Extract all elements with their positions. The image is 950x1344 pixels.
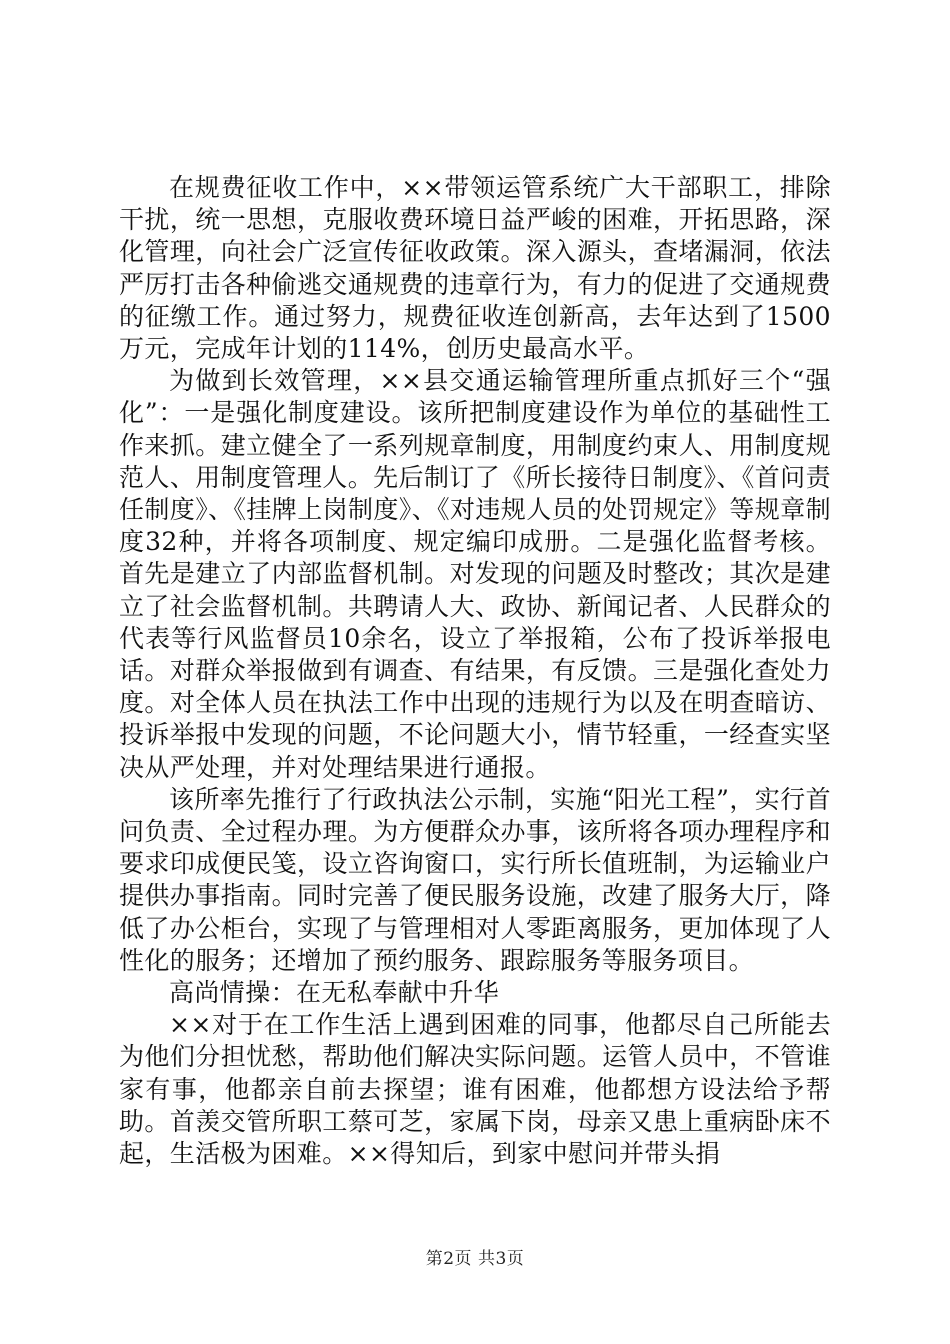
paragraph-helping-colleagues: ××对于在工作生活上遇到困难的同事，他都尽自己所能去为他们分担忧愁，帮助他们解决实际问题。运管人员中，不管谁家有事，他都亲自前去探望；谁有困难，他都想方设法给予帮助。首羡交管所职工蔡可芝，家属下岗，母亲又患上重病卧床不起，生活极为困难。××得知后，到家中慰问并带头捐 [119,1010,831,1169]
paragraph-fee-collection: 在规费征收工作中，××带领运管系统广大干部职工，排除干扰，统一思想，克服收费环境日益严峻的困难，开拓思路，深化管理，向社会广泛宣传征收政策。深入源头，查堵漏洞，依法严厉打击各种偷逃交通规费的违章行为，有力的促进了交通规费的征缴工作。通过努力，规费征收连创新高，去年达到了1500万元，完成年计划的114%，创历史最高水平。 [119,173,831,364]
paragraph-public-disclosure: 该所率先推行了行政执法公示制，实施“阳光工程”，实行首问负责、全过程办理。为方便群众办事，该所将各项办理程序和要求印成便民笺，设立咨询窗口，实行所长值班制，为运输业户提供办事指南。同时完善了便民服务设施，改建了服务大厅，降低了办公柜台，实现了与管理相对人零距离服务，更加体现了人性化的服务；还增加了预约服务、跟踪服务等服务项目。 [119,784,831,975]
paragraph-long-term-management: 为做到长效管理，××县交通运输管理所重点抓好三个“强化”：一是强化制度建设。该所把制度建设作为单位的基础性工作来抓。建立健全了一系列规章制度，用制度约束人、用制度规范人、用制度管理人。先后制订了《所长接待日制度》、《首问责任制度》、《挂牌上岗制度》、《对违规人员的处罚规定》等规章制度32种，并将各项制度、规定编印成册。二是强化监督考核。首先是建立了内部监督机制。对发现的问题及时整改；其次是建立了社会监督机制。共聘请人大、政协、新闻记者、人民群众的代表等行风监督员10余名，设立了举报箱，公布了投诉举报电话。对群众举报做到有调查、有结果，有反馈。三是强化查处力度。对全体人员在执法工作中出现的违规行为以及在明查暗访、投诉举报中发现的问题，不论问题大小，情节轻重，一经查实坚决从严处理，并对处理结果进行通报。 [119,366,832,782]
document-body [119,172,831,1170]
page-number: 第2页 共3页 [425,1249,525,1269]
section-heading: 高尚情操：在无私奉献中升华 [169,978,500,1008]
